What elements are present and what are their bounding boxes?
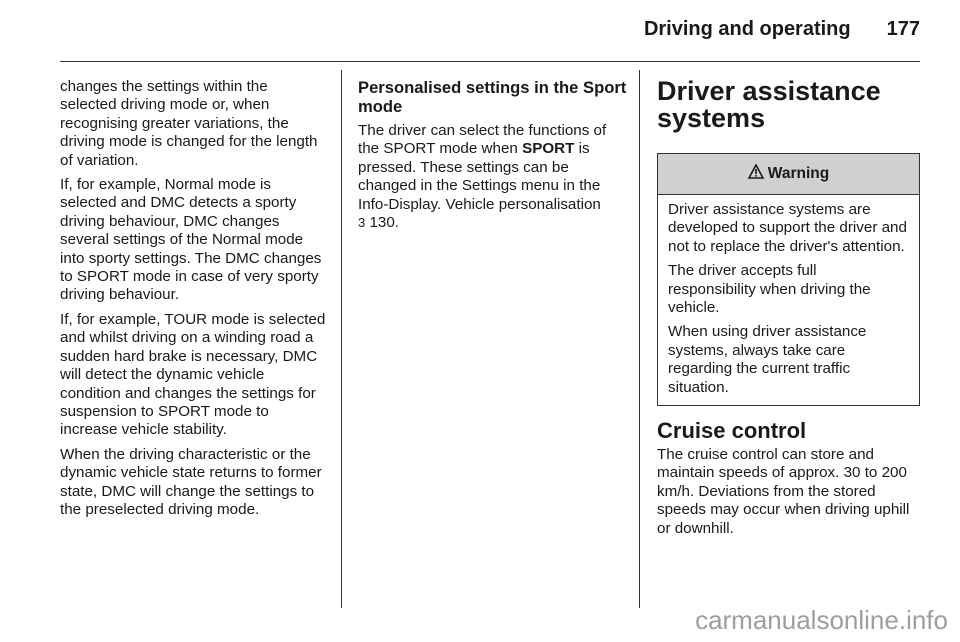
warning-title: Warning [767,164,830,182]
warning-header [658,154,919,195]
warning-triangle-icon [748,164,764,184]
header-divider [60,61,920,62]
column-divider-right [639,70,640,608]
warning-body [658,195,919,405]
warning-text: When using driver assistance systems, always take care regarding the current traffic situation. [668,323,867,396]
section-heading-driver-assistance: Driver assistance systems [657,76,881,133]
watermark: carmanualsonline.info [695,605,948,635]
warning-box [657,153,920,406]
column-right [657,78,920,538]
paragraph: When the driving characteristic or the dynamic vehicle state returns to former state, DMC will change the settings to the preselected driving mode. [60,445,322,518]
sport-button-label: SPORT [522,140,575,158]
page-header [644,18,920,41]
section-heading-cruise-control: Cruise control [657,418,807,444]
warning-text: The driver accepts full responsibility when driving the vehicle. [668,262,871,317]
column-divider-left [341,70,342,608]
paragraph: The cruise control can store and maintain speeds of approx. 30 to 200 km/h. Deviations from the stored speeds may occur when driving uphill or downhill. [657,446,910,537]
section-title: Driving and operating [643,18,851,40]
paragraph: If, for example, Normal mode is selected and DMC detects a sporty driving behaviour, DMC changes several settings of the Normal mode into sporty settings. The DMC changes to SPORT mode in case of very sporty driving behaviour. [60,176,322,304]
paragraph: The driver can select the functions of the SPORT mode when SPORT is pressed. These settings can be changed in the Settings menu in the Info-Display. Vehicle personalisation 3 130. [358,122,607,232]
paragraph: If, for example, TOUR mode is selected and whilst driving on a winding road a sudden hard brake is necessary, DMC will detect the dynamic vehicle condition and changes the settings for suspension to SPORT mode to increase vehicle stability. [60,310,326,439]
paragraph: changes the settings within the selected driving mode or, when recognising greater variations, the driving mode is changed for the length of variation. [60,78,318,169]
page-reference-link[interactable]: 130. [365,214,400,232]
page-reference-icon: 3 [358,215,366,231]
section-heading-personalised-settings: Personalised settings in the Sport mode [358,78,627,116]
column-middle [358,78,628,238]
column-left [60,78,328,525]
page-number: 177 [886,18,920,40]
warning-text: Driver assistance systems are developed to support the driver and not to replace the driver's attention. [668,201,907,255]
